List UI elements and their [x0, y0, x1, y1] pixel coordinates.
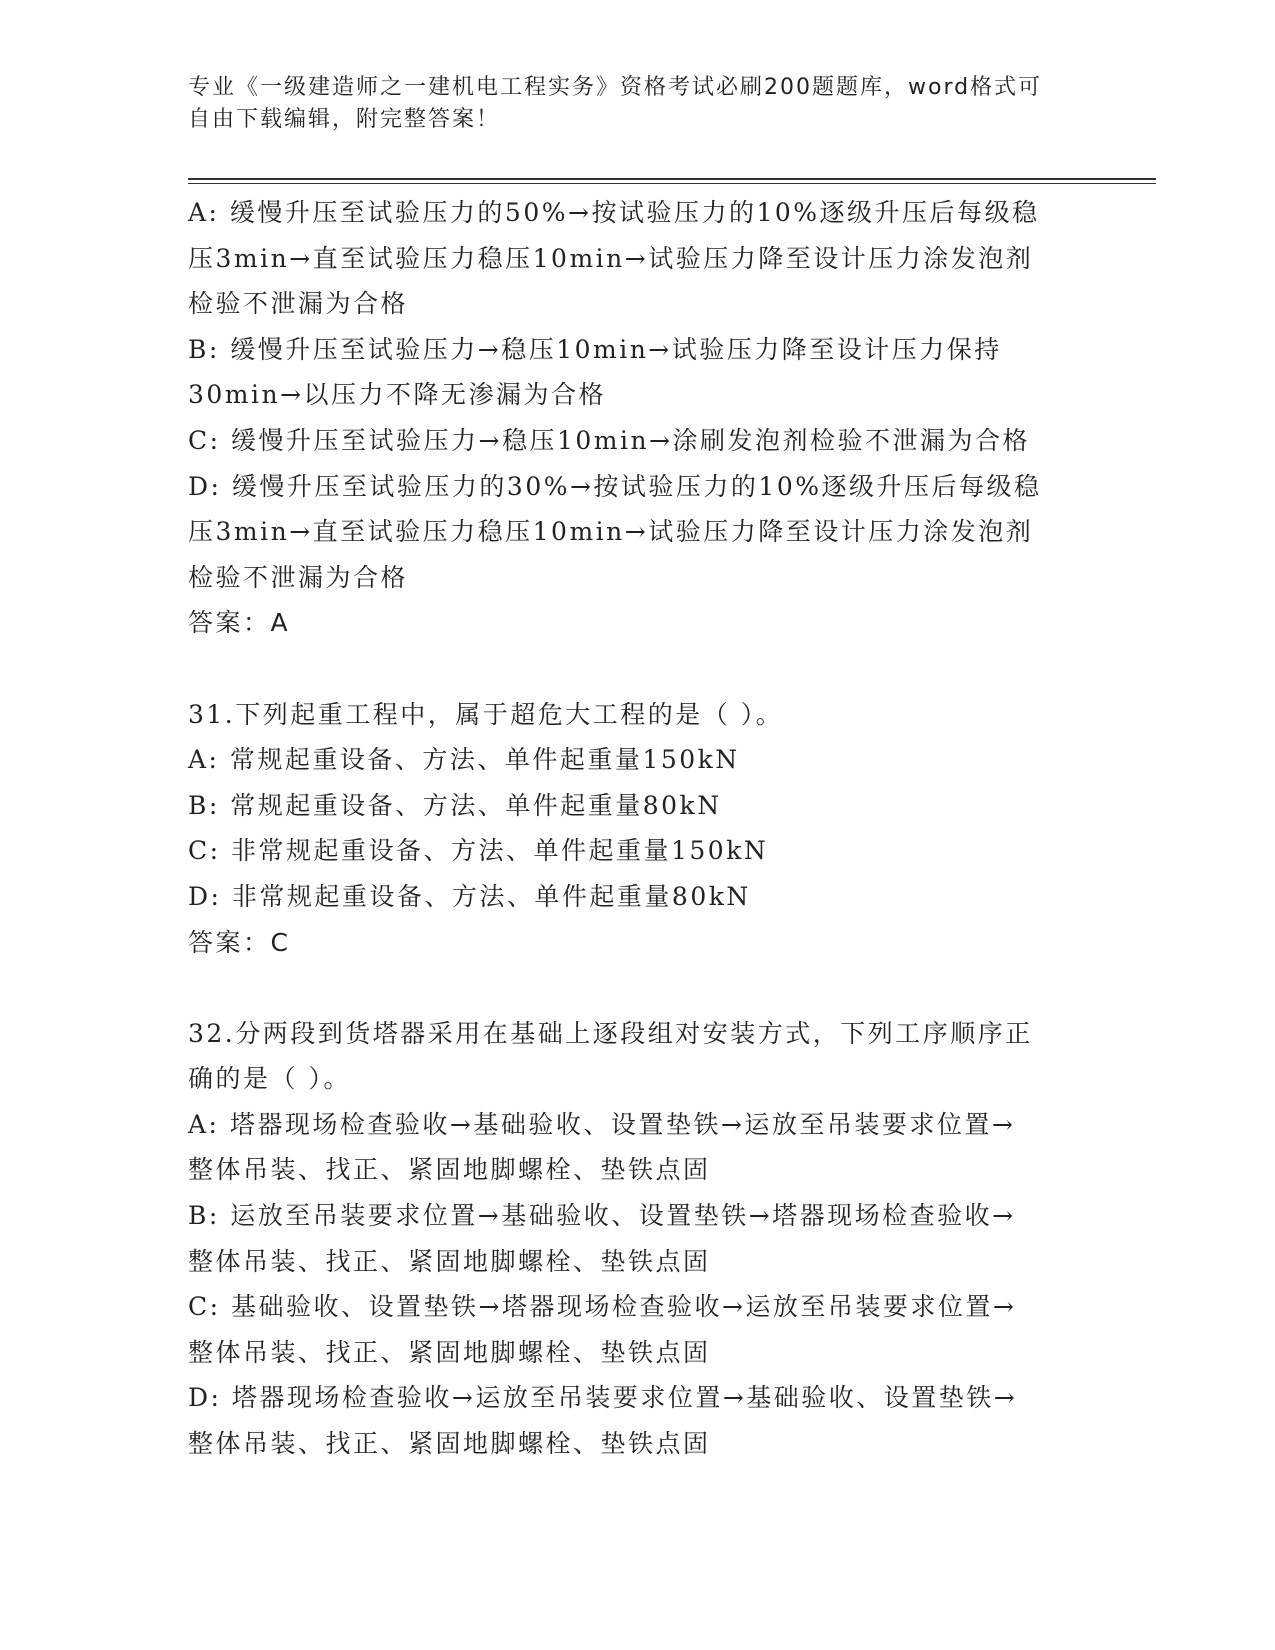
- option-b-line: B: 缓慢升压至试验压力→稳压10min→试验压力降至设计压力保持: [188, 334, 1002, 364]
- spacer: [188, 965, 1088, 1011]
- document-body: [188, 190, 1088, 1467]
- option-c-line: C: 基础验收、设置垫铁→塔器现场检查验收→运放至吊装要求位置→: [188, 1292, 1017, 1322]
- answer-text: 答案：C: [188, 927, 291, 957]
- option-d-line: D: 塔器现场检查验收→运放至吊装要求位置→基础验收、设置垫铁→: [188, 1383, 1018, 1413]
- header-divider-thick: [188, 178, 1156, 180]
- option-d-line: 压3min→直至试验压力稳压10min→试验压力降至设计压力涂发泡剂: [188, 517, 1034, 547]
- option-d-line: 整体吊装、找正、紧固地脚螺栓、垫铁点固: [188, 1429, 711, 1459]
- spacer: [188, 646, 1088, 692]
- question-31: [188, 692, 1088, 966]
- question-text: 确的是（ ）。: [188, 1064, 351, 1094]
- option-c-line: C: 非常规起重设备、方法、单件起重量150kN: [188, 836, 769, 866]
- header-divider-thin: [188, 183, 1156, 184]
- option-d-line: 检验不泄漏为合格: [188, 562, 409, 592]
- option-a-line: A: 缓慢升压至试验压力的50%→按试验压力的10%逐级升压后每级稳: [188, 198, 1040, 227]
- option-a-line: 压3min→直至试验压力稳压10min→试验压力降至设计压力涂发泡剂: [188, 243, 1034, 273]
- question-30: [188, 190, 1088, 646]
- header-line-1: 专业《一级建造师之一建机电工程实务》资格考试必刷200题题库，word格式可: [188, 75, 1043, 100]
- option-b-line: B: 常规起重设备、方法、单件起重量80kN: [188, 790, 722, 820]
- option-d-line: D: 非常规起重设备、方法、单件起重量80kN: [188, 881, 751, 911]
- option-c-line: C: 缓慢升压至试验压力→稳压10min→涂刷发泡剂检验不泄漏为合格: [188, 425, 1031, 455]
- answer-text: 答案：A: [188, 608, 291, 638]
- header-line-2: 自由下载编辑，附完整答案！: [188, 107, 501, 132]
- option-b-line: 30min→以压力不降无渗漏为合格: [188, 380, 607, 410]
- option-a-line: 整体吊装、找正、紧固地脚螺栓、垫铁点固: [188, 1155, 711, 1185]
- question-32: [188, 1011, 1088, 1467]
- option-a-line: A: 常规起重设备、方法、单件起重量150kN: [188, 745, 740, 775]
- option-b-line: B: 运放至吊装要求位置→基础验收、设置垫铁→塔器现场检查验收→: [188, 1201, 1016, 1231]
- option-c-line: 整体吊装、找正、紧固地脚螺栓、垫铁点固: [188, 1337, 711, 1367]
- question-text: 31.下列起重工程中，属于超危大工程的是（ ）。: [188, 699, 784, 729]
- document-header: [188, 72, 1068, 136]
- option-d-line: D: 缓慢升压至试验压力的30%→按试验压力的10%逐级升压后每级稳: [188, 471, 1042, 501]
- option-a-line: 检验不泄漏为合格: [188, 289, 409, 319]
- option-b-line: 整体吊装、找正、紧固地脚螺栓、垫铁点固: [188, 1246, 711, 1276]
- option-a-line: A: 塔器现场检查验收→基础验收、设置垫铁→运放至吊装要求位置→: [188, 1109, 1016, 1139]
- question-text: 32.分两段到货塔器采用在基础上逐段组对安装方式，下列工序顺序正: [188, 1018, 1033, 1048]
